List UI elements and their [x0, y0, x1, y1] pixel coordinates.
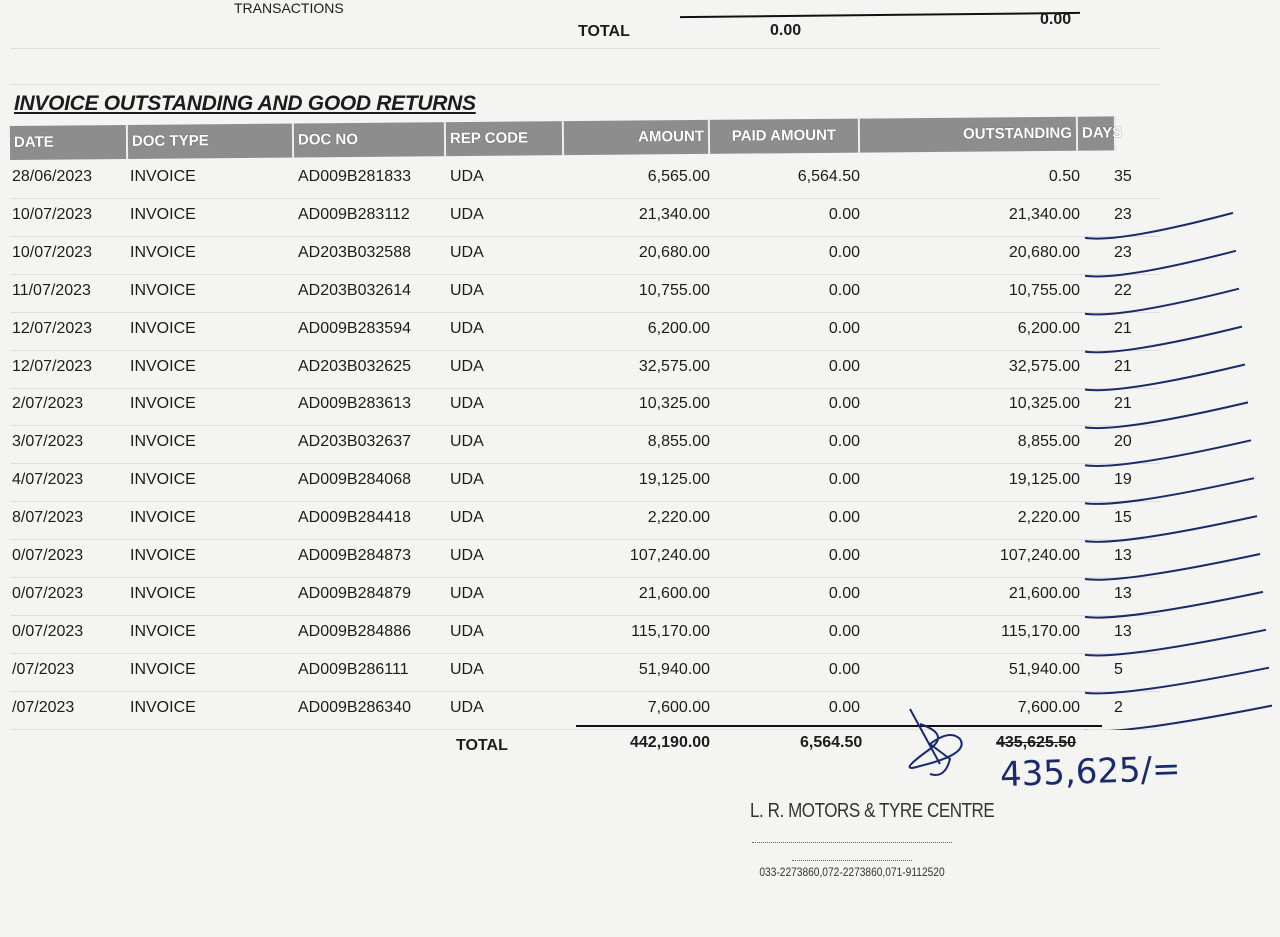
cell-amount: 21,600.00: [638, 584, 710, 602]
cell-days: 20: [1114, 433, 1132, 451]
divider: [10, 274, 1160, 275]
total-paid: 6,564.50: [800, 734, 863, 751]
cell-paid: 0.00: [828, 357, 860, 375]
cell-out: 107,240.00: [999, 547, 1080, 564]
cell-rep: UDA: [450, 395, 484, 413]
cell-days: 21: [1114, 319, 1132, 337]
company-stamp: [732, 800, 995, 879]
divider: [10, 198, 1160, 199]
cell-date: 0/07/2023: [12, 622, 84, 640]
cell-rep: UDA: [450, 660, 484, 678]
cell-date: 12/07/2023: [12, 319, 93, 337]
cell-amount: 20,680.00: [638, 243, 710, 261]
cell-type: INVOICE: [130, 471, 196, 489]
cell-amount: 6,565.00: [647, 168, 710, 185]
cell-type: INVOICE: [130, 547, 196, 564]
cell-rep: UDA: [450, 471, 484, 489]
table-row: [0, 244, 1200, 274]
cell-out: 21,340.00: [1008, 205, 1080, 223]
cell-days: 21: [1114, 395, 1132, 413]
cell-out: 0.50: [1048, 168, 1080, 185]
cell-paid: 0.00: [828, 433, 860, 451]
cell-amount: 115,170.00: [631, 622, 710, 640]
cell-amount: 8,855.00: [647, 433, 710, 451]
cell-amount: 10,325.00: [638, 395, 710, 413]
divider: [10, 577, 1160, 578]
cell-date: 28/06/2023: [12, 168, 93, 185]
cell-paid: 0.00: [828, 395, 860, 413]
tick-mark: [1085, 251, 1236, 277]
cell-type: INVOICE: [130, 433, 196, 451]
table-header: [10, 116, 1123, 160]
cell-date: 10/07/2023: [12, 205, 93, 223]
cell-doc: AD009B283594: [298, 319, 411, 337]
stamp-name: L. R. MOTORS & TYRE CENTRE: [750, 800, 995, 822]
cell-type: INVOICE: [130, 205, 196, 223]
stamp-local-script: [752, 826, 952, 843]
cell-out: 10,325.00: [1008, 395, 1080, 413]
cell-type: INVOICE: [130, 357, 196, 375]
cell-rep: UDA: [450, 281, 484, 299]
cell-date: 2/07/2023: [12, 395, 84, 413]
tick-mark: [1085, 327, 1242, 353]
cell-type: INVOICE: [130, 660, 196, 678]
total-rule: [576, 725, 1102, 727]
tick-mark: [1085, 402, 1248, 428]
cell-rep: UDA: [450, 509, 484, 527]
tick-mark: [1085, 706, 1272, 730]
table-row: [0, 623, 1200, 653]
cell-paid: 0.00: [828, 698, 860, 716]
table-row: [0, 320, 1200, 350]
cell-date: /07/2023: [12, 698, 75, 716]
cell-date: 8/07/2023: [12, 509, 84, 527]
cell-paid: 0.00: [828, 547, 860, 564]
cell-paid: 0.00: [828, 205, 860, 223]
divider: [10, 729, 1160, 730]
cell-out: 10,755.00: [1008, 281, 1080, 299]
cell-rep: UDA: [450, 357, 484, 375]
cell-days: 5: [1114, 660, 1123, 678]
cell-doc: AD203B032637: [298, 433, 411, 451]
cell-amount: 19,125.00: [638, 471, 710, 489]
tick-mark: [1085, 516, 1257, 542]
cell-out: 32,575.00: [1008, 357, 1080, 375]
total-label: TOTAL: [456, 737, 508, 754]
stamp-phones: 033-2273860,072-2273860,071-9112520: [759, 865, 945, 879]
cell-amount: 32,575.00: [638, 357, 710, 375]
handwritten-total: 435,625/=: [999, 748, 1182, 796]
divider: [10, 350, 1160, 351]
cell-rep: UDA: [450, 622, 484, 640]
cell-days: 23: [1114, 243, 1132, 261]
col-paid-amount: PAID AMOUNT: [710, 119, 860, 154]
cell-doc: AD203B032625: [298, 357, 411, 375]
tick-mark: [1085, 554, 1260, 580]
cell-amount: 10,755.00: [638, 281, 710, 299]
table-row: [0, 661, 1200, 691]
col-amount: AMOUNT: [564, 120, 710, 155]
table-row: [0, 471, 1200, 501]
cell-days: 19: [1114, 471, 1132, 489]
cell-out: 2,220.00: [1017, 509, 1080, 527]
cell-amount: 6,200.00: [647, 319, 710, 337]
table-row: [0, 282, 1200, 312]
cell-days: 13: [1114, 622, 1132, 640]
cell-out: 7,600.00: [1017, 698, 1080, 716]
divider: [10, 388, 1160, 389]
top-total-rule: [680, 12, 1080, 18]
cell-type: INVOICE: [130, 281, 196, 299]
cell-paid: 0.00: [828, 471, 860, 489]
cell-out: 51,940.00: [1008, 660, 1080, 678]
cell-days: 2: [1114, 698, 1123, 716]
divider: [10, 653, 1160, 654]
col-rep-code: REP CODE: [446, 121, 564, 156]
col-doc-type: DOC TYPE: [128, 124, 294, 159]
cell-doc: AD009B286111: [298, 660, 409, 678]
cell-paid: 0.00: [828, 622, 860, 640]
table-row: [0, 585, 1200, 615]
total-outstanding: 435,625.50: [996, 734, 1077, 751]
cell-rep: UDA: [450, 243, 484, 261]
cell-doc: AD009B284068: [298, 471, 411, 489]
table-row: [0, 433, 1200, 463]
divider: [10, 425, 1160, 426]
cell-date: 4/07/2023: [12, 471, 84, 489]
cell-doc: AD203B032588: [298, 243, 411, 261]
tick-mark: [1085, 592, 1263, 618]
col-doc-no: DOC NO: [294, 122, 446, 157]
top-section-label: TRANSACTIONS: [234, 0, 344, 16]
cell-doc: AD009B284879: [298, 584, 411, 602]
cell-days: 21: [1114, 357, 1132, 375]
cell-out: 19,125.00: [1008, 471, 1080, 489]
cell-type: INVOICE: [130, 243, 196, 261]
cell-type: INVOICE: [130, 395, 196, 413]
cell-doc: AD009B284873: [298, 547, 411, 564]
cell-paid: 6,564.50: [797, 168, 860, 185]
stamp-address: [792, 846, 912, 861]
cell-paid: 0.00: [828, 319, 860, 337]
cell-doc: AD009B284886: [298, 622, 411, 640]
cell-type: INVOICE: [130, 509, 196, 527]
col-outstanding: OUTSTANDING: [860, 117, 1078, 153]
tick-mark: [1085, 213, 1233, 239]
cell-paid: 0.00: [828, 509, 860, 527]
divider: [10, 501, 1160, 502]
cell-date: 11/07/2023: [12, 281, 91, 299]
cell-doc: AD009B283112: [298, 205, 410, 223]
cell-date: /07/2023: [12, 660, 75, 678]
tick-mark: [1085, 440, 1251, 466]
cell-date: 3/07/2023: [12, 433, 84, 451]
cell-type: INVOICE: [130, 622, 196, 640]
cell-type: INVOICE: [130, 168, 196, 185]
cell-date: 0/07/2023: [12, 584, 84, 602]
total-amount: 442,190.00: [630, 734, 711, 751]
divider: [10, 463, 1160, 464]
cell-doc: AD009B286340: [298, 698, 411, 716]
tick-mark: [1085, 630, 1266, 656]
cell-doc: AD009B283613: [298, 395, 411, 413]
tick-mark: [1085, 478, 1254, 504]
cell-days: 15: [1114, 509, 1132, 527]
top-total-2: 0.00: [1040, 11, 1072, 28]
cell-rep: UDA: [450, 319, 484, 337]
cell-out: 20,680.00: [1008, 243, 1080, 261]
cell-paid: 0.00: [828, 281, 860, 299]
divider: [10, 539, 1160, 540]
cell-amount: 107,240.00: [629, 547, 710, 564]
cell-days: 13: [1114, 584, 1132, 602]
cell-date: 0/07/2023: [12, 547, 84, 564]
cell-out: 8,855.00: [1017, 433, 1080, 451]
divider: [10, 615, 1160, 616]
cell-doc: AD203B032614: [298, 281, 411, 299]
cell-date: 10/07/2023: [12, 243, 93, 261]
cell-doc: AD009B281833: [298, 168, 411, 185]
cell-rep: UDA: [450, 584, 484, 602]
cell-out: 21,600.00: [1008, 584, 1080, 602]
cell-amount: 51,940.00: [638, 660, 710, 678]
divider: [10, 691, 1160, 692]
cell-type: INVOICE: [130, 698, 196, 716]
cell-days: 13: [1114, 547, 1132, 564]
signature-icon: [890, 704, 980, 784]
cell-paid: 0.00: [828, 660, 860, 678]
cell-amount: 21,340.00: [638, 205, 710, 223]
cell-paid: 0.00: [828, 584, 860, 602]
tick-mark: [1085, 365, 1245, 391]
cell-days: 22: [1114, 281, 1132, 299]
tick-mark: [1085, 289, 1239, 315]
col-days: DAYS: [1078, 116, 1116, 150]
cell-rep: UDA: [450, 698, 484, 716]
cell-type: INVOICE: [130, 319, 196, 337]
cell-days: 35: [1114, 168, 1132, 185]
table-row: [0, 509, 1200, 539]
cell-rep: UDA: [450, 547, 484, 564]
col-date: DATE: [10, 125, 128, 160]
cell-rep: UDA: [450, 433, 484, 451]
cell-amount: 7,600.00: [647, 698, 710, 716]
cell-date: 12/07/2023: [12, 357, 93, 375]
cell-amount: 2,220.00: [647, 509, 710, 527]
table-row: [0, 395, 1200, 425]
tick-mark: [1085, 668, 1269, 694]
divider: [10, 84, 1160, 85]
top-total-label: TOTAL: [578, 23, 630, 40]
table-row: [0, 168, 1200, 198]
cell-days: 23: [1114, 205, 1132, 223]
top-total-1: 0.00: [770, 22, 802, 39]
table-row: [0, 547, 1200, 577]
divider: [10, 48, 1160, 49]
cell-paid: 0.00: [828, 243, 860, 261]
section-title: INVOICE OUTSTANDING AND GOOD RETURNS: [14, 92, 476, 115]
cell-type: INVOICE: [130, 584, 196, 602]
cell-rep: UDA: [450, 168, 484, 185]
divider: [10, 236, 1160, 237]
cell-rep: UDA: [450, 205, 484, 223]
cell-out: 115,170.00: [1001, 622, 1080, 640]
cell-doc: AD009B284418: [298, 509, 411, 527]
cell-out: 6,200.00: [1017, 319, 1080, 337]
table-row: [0, 206, 1200, 236]
checkmark-strokes: [1080, 180, 1280, 730]
divider: [10, 312, 1160, 313]
table-row: [0, 358, 1200, 388]
